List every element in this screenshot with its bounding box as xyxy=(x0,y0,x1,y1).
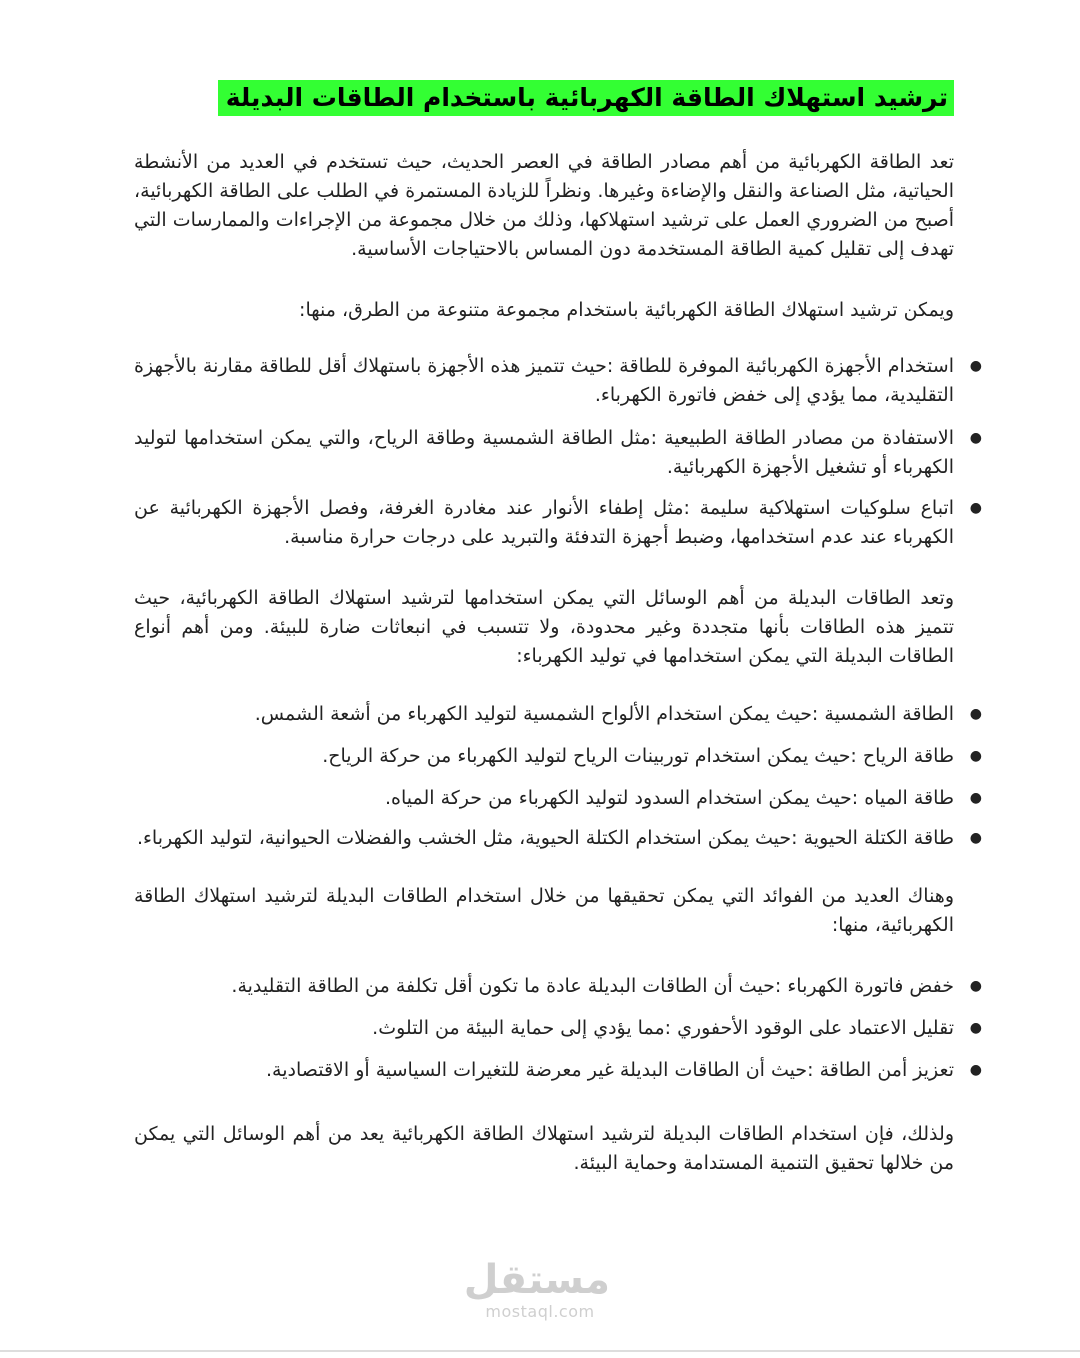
intro-paragraph: تعد الطاقة الكهربائية من أهم مصادر الطاقة في العصر الحديث، حيث تستخدم في العديد من الأنشطة الحياتية، مثل الصناعة والنقل والإضاءة وغيرها. ونظراً للزيادة المستمرة في الطلب على الطاقة الكهربائية، أصبح من الضروري العمل على ترشيد استهلاكها، وذلك من خلال مجموعة من الإجراءات والممارسات التي تهدف إلى تقليل كمية الطاقة المستخدمة دون المساس بالاحتياجات الأساسية. xyxy=(134,151,954,260)
bullet-icon: ● xyxy=(969,706,982,722)
bullet-icon: ● xyxy=(969,978,982,994)
benefits-intro: وهناك العديد من الفوائد التي يمكن تحقيقها من خلال استخدام الطاقات البديلة لترشيد استهلاك الطاقة الكهربائية، منها: xyxy=(134,885,954,936)
bullet-icon: ● xyxy=(969,1062,982,1078)
list-item-text: استخدام الأجهزة الكهربائية الموفرة للطاقة :حيث تتميز هذه الأجهزة باستهلاك أقل للطاقة مقارنة بالأجهزة التقليدية، مما يؤدي إلى خفض فاتورة الكهرباء. xyxy=(134,355,954,406)
list-item xyxy=(134,494,982,552)
list-item-text: تعزيز أمن الطاقة :حيث أن الطاقات البديلة غير معرضة للتغيرات السياسية أو الاقتصادية. xyxy=(266,1059,954,1081)
list-item xyxy=(134,972,982,1001)
list-item-text: خفض فاتورة الكهرباء :حيث أن الطاقات البديلة عادة ما تكون أقل تكلفة من الطاقة التقليدية. xyxy=(231,975,954,997)
alternatives-intro: وتعد الطاقات البديلة من أهم الوسائل التي يمكن استخدامها لترشيد استهلاك الطاقة الكهربائية، حيث تتميز هذه الطاقات بأنها متجددة وغير محدودة، ولا تتسبب في انبعاثات ضارة للبيئة. ومن أهم أنواع الطاقات البديلة التي يمكن استخدامها في توليد الكهرباء: xyxy=(134,587,954,667)
list-item xyxy=(134,824,982,853)
bottom-divider xyxy=(0,1350,1080,1352)
bullet-icon: ● xyxy=(969,358,982,374)
list-item-text: طاقة المياه :حيث يمكن استخدام السدود لتوليد الكهرباء من حركة المياه. xyxy=(384,787,954,809)
conclusion-paragraph: ولذلك، فإن استخدام الطاقات البديلة لترشيد استهلاك الطاقة الكهربائية يعد من أهم الوسائل التي يمكن من خلالها تحقيق التنمية المستدامة وحماية البيئة. xyxy=(134,1123,954,1174)
list-item xyxy=(134,700,982,729)
bullet-icon: ● xyxy=(969,790,982,806)
bullet-icon: ● xyxy=(969,1020,982,1036)
list-item xyxy=(134,1014,982,1043)
list-item-text: اتباع سلوكيات استهلاكية سليمة :مثل إطفاء الأنوار عند مغادرة الغرفة، وفصل الأجهزة الكهربائية عن الكهرباء عند عدم استخدامها، وضبط أجهزة التدفئة والتبريد على درجات حرارة مناسبة. xyxy=(134,497,954,548)
bullet-icon: ● xyxy=(969,748,982,764)
bullet-icon: ● xyxy=(969,500,982,516)
methods-intro: ويمكن ترشيد استهلاك الطاقة الكهربائية باستخدام مجموعة متنوعة من الطرق، منها: xyxy=(299,299,954,321)
bullet-icon: ● xyxy=(969,430,982,446)
list-item-text: الطاقة الشمسية :حيث يمكن استخدام الألواح الشمسية لتوليد الكهرباء من أشعة الشمس. xyxy=(254,703,954,725)
document-title: ترشيد استهلاك الطاقة الكهربائية باستخدام الطاقات البديلة xyxy=(218,80,954,116)
list-item xyxy=(134,352,982,410)
list-item-text: الاستفادة من مصادر الطاقة الطبيعية :مثل الطاقة الشمسية وطاقة الرياح، والتي يمكن استخدامها لتوليد الكهرباء أو تشغيل الأجهزة الكهربائية. xyxy=(134,427,954,478)
list-item-text: طاقة الرياح :حيث يمكن استخدام توربينات الرياح لتوليد الكهرباء من حركة الرياح. xyxy=(322,745,954,767)
mostaql-watermark-logo xyxy=(463,1257,610,1338)
list-item xyxy=(134,742,982,771)
list-item xyxy=(134,424,982,482)
title-wrap xyxy=(218,80,954,116)
watermark-url: mostaql.com xyxy=(485,1302,595,1321)
watermark-word: مستقل xyxy=(463,1257,610,1303)
list-item-text: تقليل الاعتماد على الوقود الأحفوري :مما يؤدي إلى حماية البيئة من التلوث. xyxy=(372,1017,954,1039)
bullet-icon: ● xyxy=(969,830,982,846)
list-item xyxy=(134,1056,982,1085)
list-item-text: طاقة الكتلة الحيوية :حيث يمكن استخدام الكتلة الحيوية، مثل الخشب والفضلات الحيوانية، لتوليد الكهرباء. xyxy=(136,827,954,849)
list-item xyxy=(134,784,982,813)
